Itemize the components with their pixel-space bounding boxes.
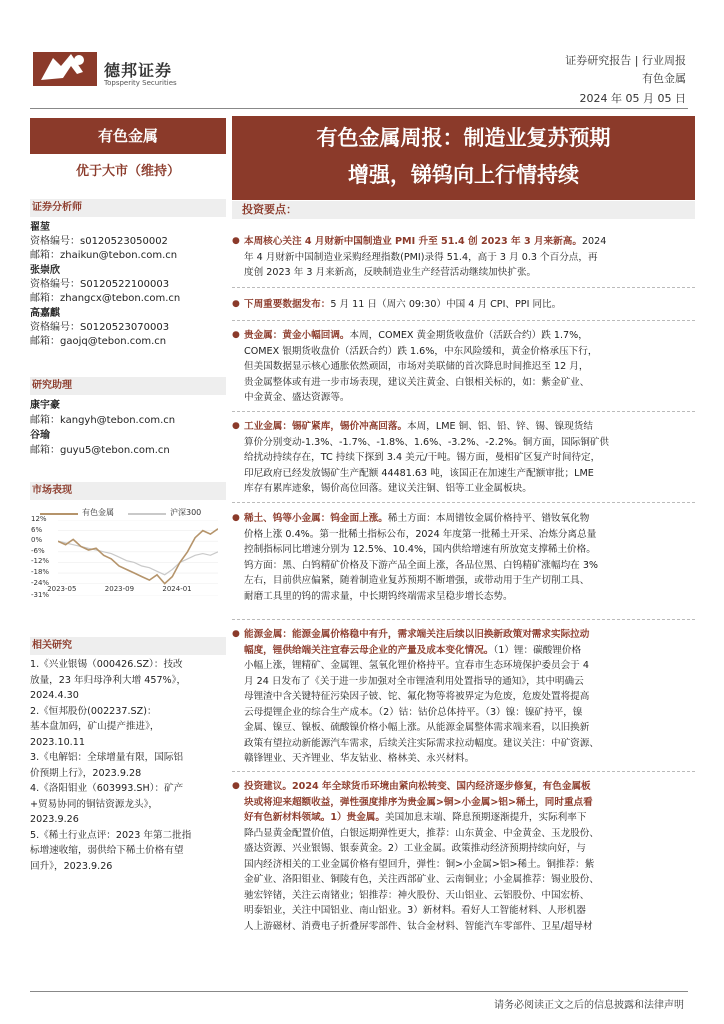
text-line [244,359,690,375]
highlight-text: 投资建议。2024 年全球货币环境由紧向松转变、国内经济逐步修复，有色金属板 [244,781,591,792]
text-line [244,919,690,935]
assistant-email[interactable]: 邮箱：kangyh@tebon.com.cn [30,415,176,426]
body-text: 钨方面：黑、白钨精矿价格及下游产品全面上涨，各品位黑、白钨精矿涨幅均在 3% [244,559,599,571]
analyst-cert: 资格编号：s0120523050002 [30,236,168,247]
analyst-email[interactable]: 邮箱：zhaikun@tebon.com.cn [30,250,178,261]
text-line [244,888,690,904]
body-text: 印尼政府已经发放锡矿生产配额 44481.63 吨，该国正在加速生产配额审批；LME [244,467,594,479]
text-line [244,705,690,721]
body-text: 稀土方面：本周镨钕金属价格持平、镨钕氧化物 [387,513,590,524]
highlight-text: 能源金属：能源金属价格稳中有升，需求端关注后续以旧换新政策对需求实际拉动 [244,629,590,640]
related-item-line[interactable]: 标增速收缩，弱供给下稀土价格有望 [30,845,184,856]
body-text: 月 24 日发布了《关于进一步加强对全市锂渣利用处置指导的通知》，其中明确云 [244,675,584,687]
text-line [244,841,690,857]
logo-emblem [31,44,103,88]
divider [232,502,695,503]
key-point-investment [232,779,690,934]
bullet-icon: ● [232,781,240,791]
body-text: 耐磨工具里的钨的需求量，中长期钨终端需求呈稳步增长态势。 [244,590,513,602]
key-point-precious [232,328,690,406]
text-line [244,589,690,605]
text-line [244,826,690,842]
text-line [244,872,690,888]
key-point-minor-metals [232,511,690,604]
text-line [244,234,690,250]
title-line-1: 有色金属周报：制造业复苏预期 [316,126,611,150]
divider [232,320,695,321]
body-text: 政策有望拉动新能源汽车需求，后续关注实际需求拉动幅度。建议关注：中矿资源、 [244,737,599,749]
text-line [244,435,690,451]
y-tick-label: -18% [31,568,50,577]
related-item-line[interactable]: 价预期上行》，2023.9.28 [30,767,142,779]
body-text: 金矿业、洛阳钼业、铜陵有色，关注西部矿业、云南铜业；小金属推荐：锡业股份、 [244,874,599,885]
text-line [244,250,690,266]
bullet-icon: ● [232,299,240,309]
text-line [244,573,690,589]
body-text: COMEX 银期货收盘价（活跃合约）跌 1.6%，中东风险缓和，黄金价格承压下行， [244,345,598,357]
body-text: 明泰铝业，关注中国铝业、南山铝业。3）新材料。看好人工智能材料、人形机器 [244,905,586,916]
text-line [244,297,690,313]
related-item-line[interactable]: 放量，23 年归母净利大增 457%》， [30,674,187,686]
text-line [244,390,690,406]
text-line [244,810,690,826]
body-text: 本周，COMEX 黄金期货收盘价（活跃合约）跌 1.7%， [349,330,588,341]
related-item-line[interactable]: 2024.4.30 [30,690,79,701]
related-item-line[interactable]: +贸易协同的铜钴资源龙头》， [30,798,158,810]
key-points-heading: 投资要点： [232,201,695,219]
body-text: 中金黄金、盛达资源等。 [244,392,350,403]
text-line [244,450,690,466]
body-text: 赣锋锂业、天齐锂业、华友钴业、格林美、永兴材料。 [244,753,475,764]
body-text: 左右，目前供应偏紧，随着制造业复苏预期不断增强，或带动用于生产切削工具、 [244,575,590,586]
text-line [244,751,690,767]
assistant-heading: 研究助理 [30,377,226,395]
text-line [244,779,690,795]
body-text: 降凸显黄金配置价值，白银远期弹性更大，推荐：山东黄金、中金黄金、玉龙股份、 [244,827,599,839]
analyst-email[interactable]: 邮箱：zhangcx@tebon.com.cn [30,293,181,304]
header-divider [30,108,688,109]
analyst-name: 翟堃 [30,222,50,233]
y-tick-label: 12% [31,515,47,523]
body-text: 金属、镍豆、镍板、硫酸镍价格小幅上涨。从能源金属整体需求端来看，以旧换新 [244,722,590,733]
text-line [244,558,690,574]
text-line [244,511,690,527]
sector-label: 有色金属 [30,118,226,154]
text-line [244,466,690,482]
body-text: 母锂渣中含关键特征污染因子铍、铊、氟化物等将被界定为危废，危废处置将提高 [244,691,590,702]
related-item-line[interactable]: 4.《洛阳钼业（603993.SH）：矿产 [30,783,184,794]
x-tick-label: 2024-01 [162,585,192,593]
related-item-line[interactable]: 3.《电解铝：全球增量有限，国际铝 [30,752,184,763]
highlight-text: 块或将迎来超额收益，弹性强度排序为贵金属>铜>小金属>铝>稀土，同时重点看 [244,796,593,808]
y-tick-label: -6% [31,546,45,555]
body-text: 5 月 11 日（周六 09:30）中国 4 月 CPI、PPI 同比。 [330,299,562,310]
page-title [232,116,695,200]
body-text: 年 4 月财新中国制造业采购经理指数(PMI)录得 51.4，高于 3 月 0.3 个百分点，再 [244,251,598,263]
body-text: 算价分别变动-1.3%、-1.7%、-1.8%、1.6%、-3.2%、-2.2%。铜方面，国际铜矿供 [244,436,610,448]
text-line [244,627,690,643]
text-line [244,736,690,752]
body-text: 人上游磁材、消费电子折叠屏零部件、钛合金材料、智能汽车零部件、卫星/超导材 [244,920,593,932]
divider [232,287,695,288]
footer-disclaimer: 请务必阅读正文之后的信息披露和法律声明 [494,1000,684,1011]
y-tick-label: 6% [31,525,43,534]
text-line [244,375,690,391]
body-text: （1）锂：碳酸锂价格 [493,644,582,656]
related-item-line[interactable]: 2.《恒邦股份(002237.SZ)： [30,705,157,717]
market-heading: 市场表现 [30,482,226,500]
analyst-email[interactable]: 邮箱：gaojq@tebon.com.cn [30,336,167,347]
body-text: 小幅上涨，锂精矿、金属锂、氢氧化锂价格持平。宜春市生态环境保护委员会于 4 [244,660,589,671]
text-line [244,795,690,811]
key-point-data [232,297,690,313]
analyst-cert: 资格编号：S0120523070003 [30,322,170,333]
legend-label-1: 有色金属 [82,508,114,517]
rating: 优于大市（维持） [75,164,180,179]
highlight-text: 本周核心关注 4 月财新中国制造业 PMI 升至 51.4 创 2023 年 3 月来新高。 [244,236,582,247]
body-text: 云母提锂企业的综合生产成本。（2）钴：钴价总体持平。（3）镍：镍矿持平，镍 [244,706,583,718]
highlight-text: 幅度，锂供给端关注宜春云母企业的产量及成本变化情况。 [244,644,494,656]
related-item-line[interactable]: 1.《兴业银锡（000426.SZ）：技改 [30,659,183,670]
text-line [244,328,690,344]
bullet-icon: ● [232,330,240,340]
highlight-text: 好有色新材料领域。1）贵金属。 [244,812,385,823]
text-line [244,857,690,873]
text-line [244,344,690,360]
text-line [244,527,690,543]
body-text: 库存有累库迹象，锡价高位回落。建议关注铜、铝等工业金属板块。 [244,483,532,494]
divider [232,411,695,412]
body-text: 盛达资源、兴业银锡、银泰黄金。2）工业金属。政策推动经济预期持续向好，与 [244,843,586,854]
bullet-icon: ● [232,236,240,246]
market-chart [58,520,218,596]
analyst-name: 高嘉麒 [30,308,60,319]
related-item-line[interactable]: 2023.10.11 [30,736,85,748]
report-date: 2024 年 05 月 05 日 [579,92,686,105]
body-text: 本周，LME 铜、铝、铅、锌、锡、镍现货结 [407,421,593,432]
key-point-industrial [232,419,690,497]
analyst-heading: 证券分析师 [30,199,226,217]
body-text: 驰宏锌锗，关注云南锗业；铝推荐：神火股份、天山铝业、云铝股份、中国宏桥、 [244,889,590,901]
body-text: 贵金属整体或有进一步市场表现，建议关注黄金、白银相关标的，如：紫金矿业、 [244,376,590,388]
text-line [244,674,690,690]
body-text: 国内经济相关的工业金属价格有望回升，弹性：铜>小金属>铝>稀土。铜推荐：紫 [244,858,595,870]
y-tick-label: 0% [31,536,43,545]
title-line-2: 增强，锑钨向上行情持续 [348,163,579,187]
assistant-email[interactable]: 邮箱：guyu5@tebon.com.cn [30,445,170,456]
body-text: 价格上涨 0.4%。第一批稀土指标公布，2024 年度第一批稀土开采、冶炼分离总量 [244,528,597,540]
related-item-line[interactable]: 回升》，2023.9.26 [30,860,113,872]
related-heading: 相关研究 [30,637,226,655]
text-line [244,481,690,497]
key-point-pmi [232,234,690,281]
x-tick-label: 2023-09 [104,585,135,593]
x-tick-label: 2023-05 [47,585,77,593]
bullet-icon: ● [232,629,240,639]
key-point-energy [232,627,690,767]
analyst-cert: 资格编号：S0120522100003 [30,279,170,290]
highlight-text: 工业金属：锡矿紧库，锡价冲高回落。 [244,421,408,432]
text-line [244,658,690,674]
brand-name: 德邦证券 [104,61,173,80]
divider [232,619,695,620]
text-line [244,903,690,919]
bullet-icon: ● [232,513,240,523]
body-text: 但美国数据显示核心通胀依然顽固，市场对美联储的首次降息时间推迟至 12 月， [244,361,589,372]
legend-swatch-2 [128,513,166,515]
y-tick-label: -31% [31,591,50,599]
text-line [244,643,690,659]
highlight-text: 贵金属：黄金小幅回调。 [244,330,350,341]
body-text: 度创 2023 年 3 月来新高，反映制造业生产经营活动继续加快扩张。 [244,267,537,278]
analyst-name: 张崇欣 [30,265,60,276]
body-text: 美国加息末端、降息预期逐渐提升，实际利率下 [385,812,587,823]
y-tick-label: -12% [31,557,50,566]
y-tick-label: -24% [31,578,50,587]
text-line [244,720,690,736]
text-line [244,419,690,435]
body-text: 2024 [581,236,607,247]
text-line [244,265,690,281]
related-item-line[interactable]: 2023.9.26 [30,814,79,825]
brand-name-en: Topsperity Securities [104,79,177,87]
body-text: 控制指标同比增速分别为 12.5%、10.4%，国内供给增速有所放宽支撑稀土价格。 [244,544,596,555]
body-text: 给扰动持续存在，TC 持续下探到 3.4 美元/干吨。锡方面，曼相矿区复产时间待定， [244,452,601,463]
report-type: 证券研究报告 | 行业周报 [565,54,686,67]
assistant-name: 康宇豪 [30,400,60,411]
legend-label-2: 沪深300 [170,508,202,517]
assistant-name: 谷瑜 [30,430,50,441]
divider [232,771,695,772]
text-line [244,689,690,705]
highlight-text: 稀土、钨等小金属：钨金面上涨。 [244,513,388,524]
bullet-icon: ● [232,421,240,431]
highlight-text: 下周重要数据发布： [244,299,331,310]
related-item-line[interactable]: 5.《稀土行业点评：2023 年第二批指 [30,829,192,841]
text-line [244,542,690,558]
header-sector: 有色金属 [642,72,686,85]
footer-divider [30,991,688,992]
related-item-line[interactable]: 基本盘加码，矿山提产推进》， [30,721,160,732]
